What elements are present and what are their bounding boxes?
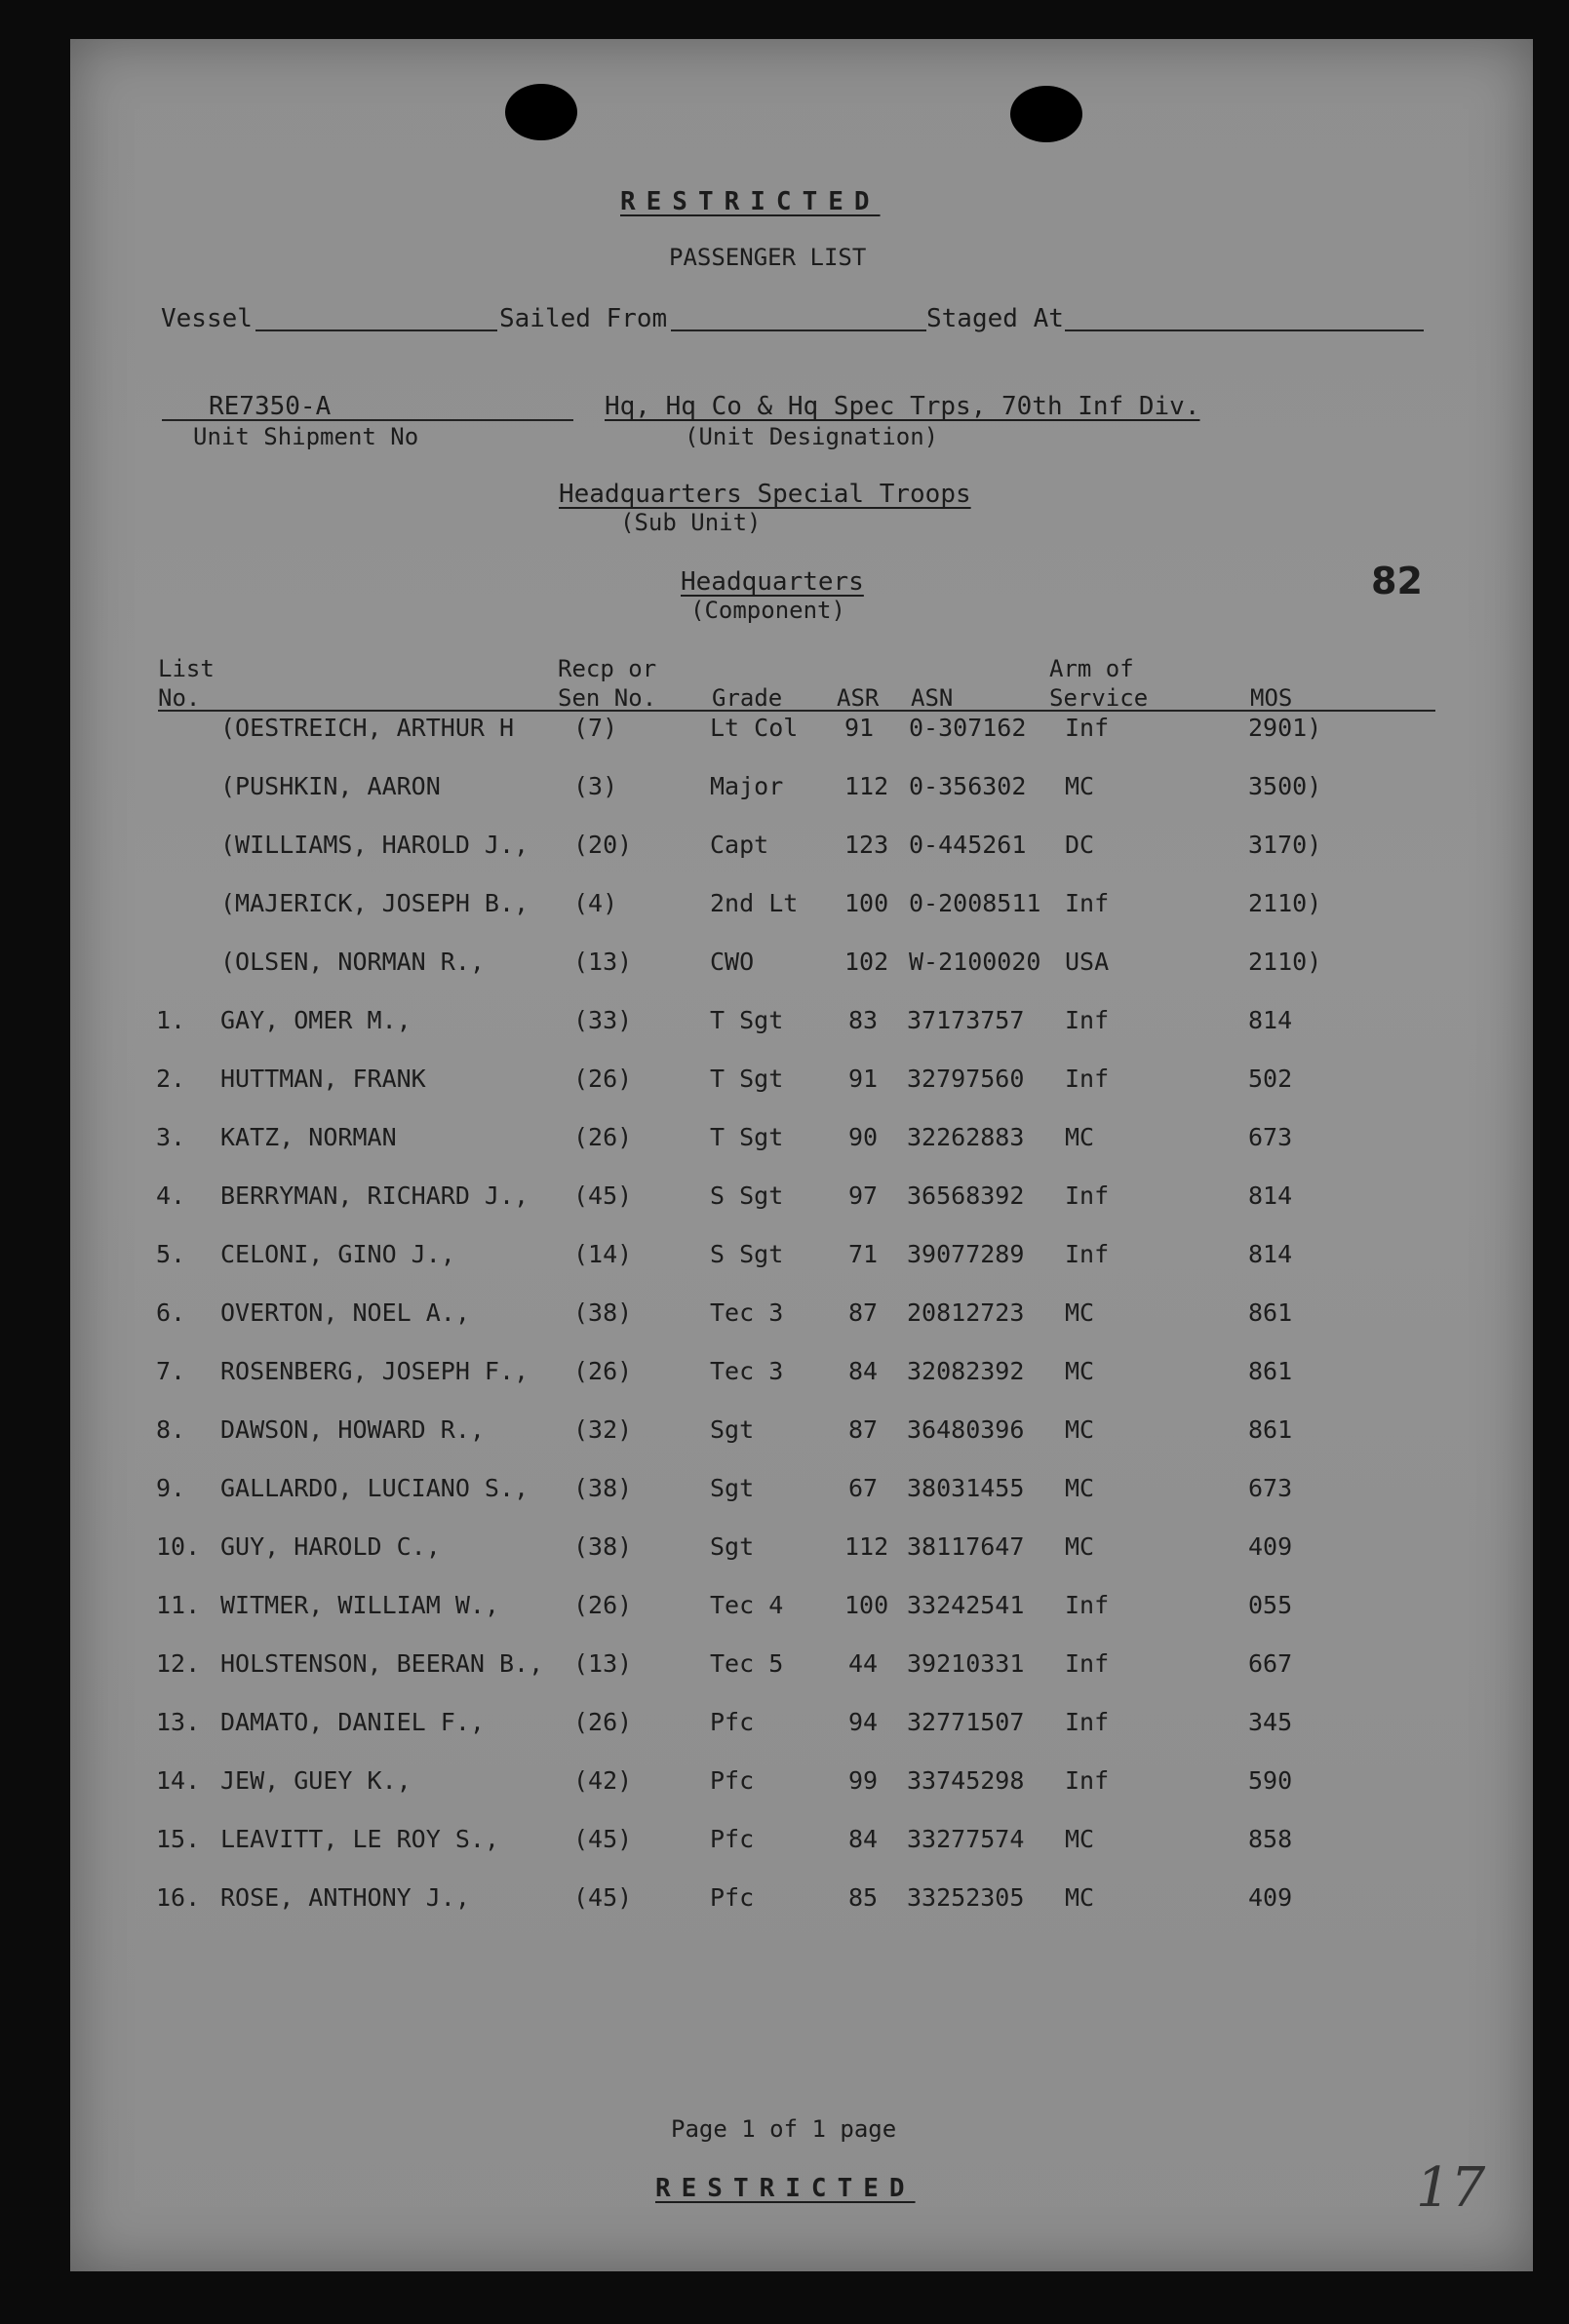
grade-cell: Pfc [710, 1708, 755, 1736]
table-row [0, 1006, 1569, 1045]
table-row [0, 1474, 1569, 1513]
asn-cell: 32082392 [907, 1357, 1025, 1385]
table-row [0, 1766, 1569, 1805]
list-no-cell: 6. [156, 1298, 186, 1327]
arm-cell: Inf [1065, 1181, 1110, 1210]
asn-cell: 33277574 [907, 1825, 1025, 1853]
asn-cell: 39210331 [907, 1649, 1025, 1678]
list-no-cell: 14. [156, 1766, 201, 1795]
name-cell: DAWSON, HOWARD R., [220, 1415, 485, 1444]
punch-hole-right [1010, 86, 1082, 142]
arm-cell: Inf [1065, 1591, 1110, 1619]
col-list-no-2: No. [158, 684, 201, 712]
table-row [0, 1240, 1569, 1279]
arm-cell: DC [1065, 831, 1095, 859]
table-row [0, 1708, 1569, 1747]
recp-cell: (45) [573, 1825, 633, 1853]
asn-cell: 0-356302 [909, 772, 1027, 800]
mos-cell: 3500) [1248, 772, 1322, 800]
recp-cell: (26) [573, 1357, 633, 1385]
arm-cell: Inf [1065, 1006, 1110, 1034]
list-no-cell: 8. [156, 1415, 186, 1444]
asr-cell: 102 [844, 948, 889, 976]
mos-cell: 409 [1248, 1532, 1293, 1561]
recp-cell: (45) [573, 1181, 633, 1210]
asn-cell: 37173757 [907, 1006, 1025, 1034]
name-cell: GAY, OMER M., [220, 1006, 412, 1034]
asn-cell: 32771507 [907, 1708, 1025, 1736]
list-no-cell: 10. [156, 1532, 201, 1561]
arm-cell: MC [1065, 1123, 1095, 1151]
asr-cell: 67 [848, 1474, 879, 1502]
table-row [0, 1649, 1569, 1688]
recp-cell: (14) [573, 1240, 633, 1268]
asn-cell: 33745298 [907, 1766, 1025, 1795]
arm-cell: MC [1065, 1532, 1095, 1561]
grade-cell: Tec 4 [710, 1591, 784, 1619]
asn-cell: 33252305 [907, 1883, 1025, 1912]
recp-cell: (38) [573, 1474, 633, 1502]
recp-cell: (33) [573, 1006, 633, 1034]
col-grade: Grade [712, 684, 783, 712]
mos-cell: 2110) [1248, 948, 1322, 976]
vessel-blank [255, 329, 497, 331]
arm-cell: MC [1065, 1298, 1095, 1327]
table-row [0, 1357, 1569, 1396]
sailed-from-blank [671, 329, 926, 331]
asr-cell: 112 [844, 772, 889, 800]
table-row [0, 1181, 1569, 1220]
restricted-header: RESTRICTED [620, 187, 881, 216]
unit-designation-value: Hq, Hq Co & Hq Spec Trps, 70th Inf Div. [605, 392, 1200, 421]
table-row [0, 1883, 1569, 1922]
name-cell: GUY, HAROLD C., [220, 1532, 441, 1561]
unit-shipment-value: RE7350-A [209, 392, 332, 421]
sub-unit-value: Headquarters Special Troops [559, 480, 971, 509]
asr-cell: 44 [848, 1649, 879, 1678]
arm-cell: USA [1065, 948, 1110, 976]
page-count: Page 1 of 1 page [671, 2115, 897, 2143]
recp-cell: (26) [573, 1065, 633, 1093]
mos-cell: 861 [1248, 1415, 1293, 1444]
grade-cell: S Sgt [710, 1181, 784, 1210]
grade-cell: T Sgt [710, 1006, 784, 1034]
arm-cell: Inf [1065, 1766, 1110, 1795]
asr-cell: 123 [844, 831, 889, 859]
mos-cell: 861 [1248, 1357, 1293, 1385]
grade-cell: Sgt [710, 1532, 755, 1561]
vessel-label: Vessel [161, 304, 253, 333]
sub-unit-label: (Sub Unit) [620, 509, 762, 536]
restricted-footer: RESTRICTED [655, 2174, 916, 2203]
list-no-cell: 9. [156, 1474, 186, 1502]
asr-cell: 85 [848, 1883, 879, 1912]
name-cell: ROSENBERG, JOSEPH F., [220, 1357, 530, 1385]
asn-cell: 0-307162 [909, 714, 1027, 742]
table-row [0, 714, 1569, 753]
grade-cell: Lt Col [710, 714, 799, 742]
arm-cell: Inf [1065, 1065, 1110, 1093]
asn-cell: 0-2008511 [909, 889, 1041, 917]
asn-cell: 38117647 [907, 1532, 1025, 1561]
mos-cell: 502 [1248, 1065, 1293, 1093]
list-no-cell: 12. [156, 1649, 201, 1678]
col-list-no-1: List [158, 655, 215, 682]
unit-shipment-blank [162, 419, 573, 421]
asn-cell: 36568392 [907, 1181, 1025, 1210]
asr-cell: 83 [848, 1006, 879, 1034]
grade-cell: T Sgt [710, 1065, 784, 1093]
name-cell: (WILLIAMS, HAROLD J., [220, 831, 530, 859]
asr-cell: 100 [844, 1591, 889, 1619]
grade-cell: Pfc [710, 1825, 755, 1853]
list-no-cell: 7. [156, 1357, 186, 1385]
asr-cell: 87 [848, 1298, 879, 1327]
mos-cell: 2110) [1248, 889, 1322, 917]
mos-cell: 814 [1248, 1006, 1293, 1034]
recp-cell: (26) [573, 1591, 633, 1619]
list-no-cell: 13. [156, 1708, 201, 1736]
grade-cell: Tec 5 [710, 1649, 784, 1678]
recp-cell: (42) [573, 1766, 633, 1795]
table-row [0, 1298, 1569, 1337]
page-number: 82 [1371, 560, 1423, 602]
asr-cell: 94 [848, 1708, 879, 1736]
asn-cell: 36480396 [907, 1415, 1025, 1444]
asr-cell: 90 [848, 1123, 879, 1151]
asr-cell: 84 [848, 1825, 879, 1853]
list-no-cell: 1. [156, 1006, 186, 1034]
arm-cell: Inf [1065, 714, 1110, 742]
asr-cell: 99 [848, 1766, 879, 1795]
handwritten-margin-number: 17 [1416, 2156, 1486, 2220]
name-cell: KATZ, NORMAN [220, 1123, 397, 1151]
asn-cell: 33242541 [907, 1591, 1025, 1619]
asr-cell: 112 [844, 1532, 889, 1561]
list-no-cell: 4. [156, 1181, 186, 1210]
recp-cell: (38) [573, 1298, 633, 1327]
name-cell: WITMER, WILLIAM W., [220, 1591, 499, 1619]
grade-cell: Sgt [710, 1415, 755, 1444]
document-title: PASSENGER LIST [669, 244, 867, 271]
recp-cell: (32) [573, 1415, 633, 1444]
grade-cell: Tec 3 [710, 1357, 784, 1385]
staged-at-blank [1065, 329, 1424, 331]
name-cell: HUTTMAN, FRANK [220, 1065, 426, 1093]
recp-cell: (45) [573, 1883, 633, 1912]
name-cell: HOLSTENSON, BEERAN B., [220, 1649, 544, 1678]
name-cell: OVERTON, NOEL A., [220, 1298, 470, 1327]
unit-shipment-label: Unit Shipment No [193, 423, 419, 450]
name-cell: BERRYMAN, RICHARD J., [220, 1181, 530, 1210]
asn-cell: 0-445261 [909, 831, 1027, 859]
asn-cell: 32797560 [907, 1065, 1025, 1093]
table-row [0, 1591, 1569, 1630]
component-value: Headquarters [681, 567, 864, 597]
col-asn: ASN [911, 684, 954, 712]
col-recp-2: Sen No. [558, 684, 657, 712]
col-arm-2: Service [1049, 684, 1149, 712]
grade-cell: S Sgt [710, 1240, 784, 1268]
grade-cell: CWO [710, 948, 755, 976]
header-rule [158, 710, 1435, 712]
arm-cell: Inf [1065, 1708, 1110, 1736]
asn-cell: W-2100020 [909, 948, 1041, 976]
mos-cell: 409 [1248, 1883, 1293, 1912]
asr-cell: 100 [844, 889, 889, 917]
grade-cell: Capt [710, 831, 769, 859]
asr-cell: 71 [848, 1240, 879, 1268]
grade-cell: 2nd Lt [710, 889, 799, 917]
mos-cell: 3170) [1248, 831, 1322, 859]
asn-cell: 32262883 [907, 1123, 1025, 1151]
arm-cell: Inf [1065, 1240, 1110, 1268]
arm-cell: Inf [1065, 889, 1110, 917]
list-no-cell: 16. [156, 1883, 201, 1912]
name-cell: ROSE, ANTHONY J., [220, 1883, 470, 1912]
grade-cell: Pfc [710, 1766, 755, 1795]
col-recp-1: Recp or [558, 655, 657, 682]
recp-cell: (26) [573, 1123, 633, 1151]
mos-cell: 667 [1248, 1649, 1293, 1678]
recp-cell: (20) [573, 831, 633, 859]
punch-hole-left [505, 84, 577, 140]
mos-cell: 345 [1248, 1708, 1293, 1736]
name-cell: (OESTREICH, ARTHUR H [220, 714, 515, 742]
recp-cell: (13) [573, 1649, 633, 1678]
table-row [0, 948, 1569, 987]
asn-cell: 20812723 [907, 1298, 1025, 1327]
mos-cell: 858 [1248, 1825, 1293, 1853]
name-cell: CELONI, GINO J., [220, 1240, 455, 1268]
recp-cell: (4) [573, 889, 618, 917]
table-row [0, 889, 1569, 928]
col-arm-1: Arm of [1049, 655, 1134, 682]
mos-cell: 673 [1248, 1123, 1293, 1151]
asr-cell: 87 [848, 1415, 879, 1444]
grade-cell: T Sgt [710, 1123, 784, 1151]
table-row [0, 772, 1569, 811]
asr-cell: 91 [848, 1065, 879, 1093]
name-cell: JEW, GUEY K., [220, 1766, 412, 1795]
grade-cell: Pfc [710, 1883, 755, 1912]
recp-cell: (13) [573, 948, 633, 976]
mos-cell: 861 [1248, 1298, 1293, 1327]
mos-cell: 814 [1248, 1240, 1293, 1268]
list-no-cell: 3. [156, 1123, 186, 1151]
recp-cell: (7) [573, 714, 618, 742]
mos-cell: 055 [1248, 1591, 1293, 1619]
grade-cell: Major [710, 772, 784, 800]
list-no-cell: 11. [156, 1591, 201, 1619]
arm-cell: MC [1065, 772, 1095, 800]
arm-cell: MC [1065, 1415, 1095, 1444]
table-row [0, 831, 1569, 870]
arm-cell: MC [1065, 1474, 1095, 1502]
table-row [0, 1532, 1569, 1571]
asn-cell: 39077289 [907, 1240, 1025, 1268]
table-row [0, 1065, 1569, 1104]
list-no-cell: 15. [156, 1825, 201, 1853]
list-no-cell: 5. [156, 1240, 186, 1268]
table-row [0, 1123, 1569, 1162]
recp-cell: (26) [573, 1708, 633, 1736]
name-cell: (OLSEN, NORMAN R., [220, 948, 485, 976]
arm-cell: MC [1065, 1825, 1095, 1853]
name-cell: (MAJERICK, JOSEPH B., [220, 889, 530, 917]
unit-designation-label: (Unit Designation) [685, 423, 939, 450]
staged-at-label: Staged At [926, 304, 1064, 333]
table-row [0, 1825, 1569, 1864]
mos-cell: 590 [1248, 1766, 1293, 1795]
arm-cell: Inf [1065, 1649, 1110, 1678]
mos-cell: 2901) [1248, 714, 1322, 742]
name-cell: (PUSHKIN, AARON [220, 772, 441, 800]
mos-cell: 814 [1248, 1181, 1293, 1210]
recp-cell: (3) [573, 772, 618, 800]
sailed-from-label: Sailed From [499, 304, 668, 333]
component-label: (Component) [690, 597, 845, 624]
asr-cell: 84 [848, 1357, 879, 1385]
asn-cell: 38031455 [907, 1474, 1025, 1502]
asr-cell: 97 [848, 1181, 879, 1210]
asr-cell: 91 [844, 714, 875, 742]
col-asr: ASR [837, 684, 880, 712]
list-no-cell: 2. [156, 1065, 186, 1093]
recp-cell: (38) [573, 1532, 633, 1561]
col-mos: MOS [1250, 684, 1293, 712]
name-cell: LEAVITT, LE ROY S., [220, 1825, 499, 1853]
grade-cell: Sgt [710, 1474, 755, 1502]
mos-cell: 673 [1248, 1474, 1293, 1502]
arm-cell: MC [1065, 1357, 1095, 1385]
table-row [0, 1415, 1569, 1454]
arm-cell: MC [1065, 1883, 1095, 1912]
grade-cell: Tec 3 [710, 1298, 784, 1327]
name-cell: GALLARDO, LUCIANO S., [220, 1474, 530, 1502]
name-cell: DAMATO, DANIEL F., [220, 1708, 485, 1736]
